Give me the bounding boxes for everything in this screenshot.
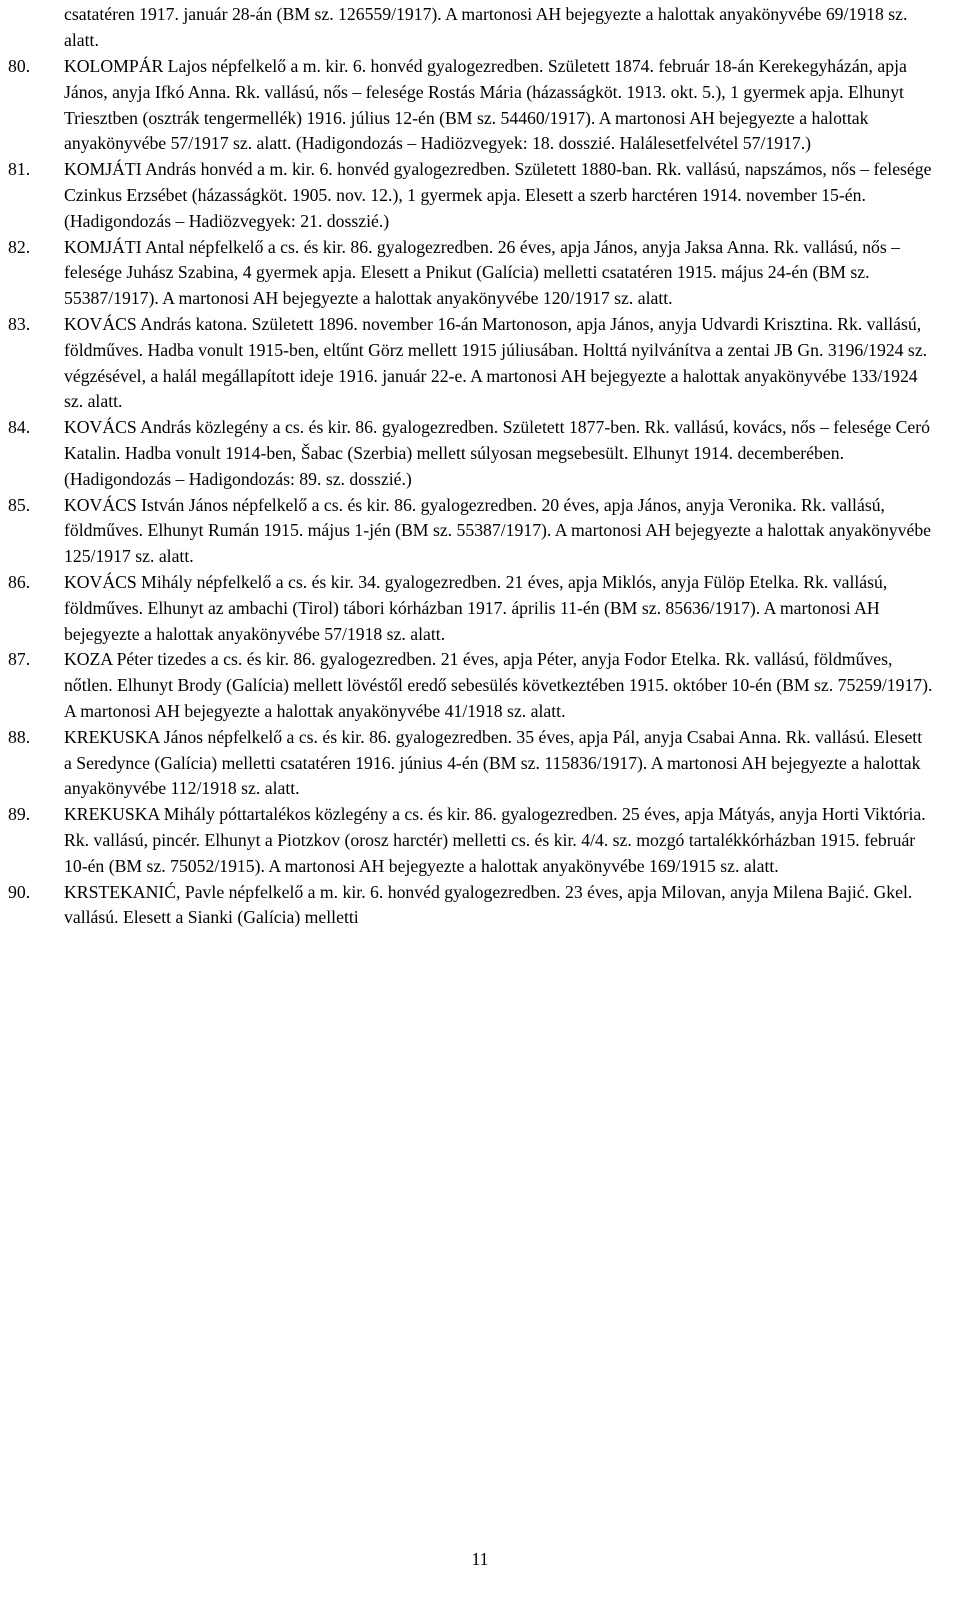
entry-number: 88.: [8, 726, 31, 747]
list-item: [0, 157, 960, 234]
page-number: 11: [471, 1549, 489, 1569]
list-item: [0, 493, 960, 570]
entry-number: 89.: [8, 804, 31, 825]
list-item: [0, 647, 960, 724]
entry-text: KOVÁCS Mihály népfelkelő a cs. és kir. 34. gyalogezredben. 21 éves, apja Miklós, anyja Fülöp Etelka. Rk. vallású, földműves. Elhunyt az ambachi (Tirol) tábori kórházban 1917. április 11-én (BM sz. 85636/1917). A martonosi AH bejegyezte a halottak anyakönyvébe 57/1918 sz. alatt.: [64, 571, 888, 644]
entry-number: 86.: [8, 571, 31, 592]
entry-number: 85.: [8, 494, 31, 515]
entry-number: 83.: [8, 313, 31, 334]
entry-number: 81.: [8, 159, 31, 180]
list-item: [0, 54, 960, 157]
entry-number: 87.: [8, 649, 31, 670]
entry-number: 82.: [8, 236, 31, 257]
list-item: [0, 570, 960, 647]
entry-text: KOMJÁTI András honvéd a m. kir. 6. honvéd gyalogezredben. Született 1880-ban. Rk. vallású, napszámos, nős – felesége Czinkus Erzsébet (házasságköt. 1905. nov. 12.), 1 gyermek apja. Elesett a szerb harctéren 1914. november 15-én. (Hadigondozás – Hadiözvegyek: 21. dosszié.): [64, 159, 932, 231]
list-item: [0, 725, 960, 802]
entry-number: 90.: [8, 881, 31, 902]
entry-text: KREKUSKA Mihály póttartalékos közlegény a cs. és kir. 86. gyalogezredben. 25 éves, apja Mátyás, anyja Horti Viktória. Rk. vallású, pincér. Elhunyt a Piotzkov (orosz harctér) melletti cs. és kir. 4/4. sz. mozgó tartalékkórházban 1915. február 10-én (BM sz. 75052/1915). A martonosi AH bejegyezte a halottak anyakönyvébe 169/1915 sz. alatt.: [64, 804, 926, 876]
entry-text: KOZA Péter tizedes a cs. és kir. 86. gyalogezredben. 21 éves, apja Péter, anyja Fodor Etelka. Rk. vallású, földműves, nőtlen. Elhunyt Brody (Galícia) mellett lövéstől eredő sebesülés következtében 1915. október 10-én (BM sz. 75259/1917). A martonosi AH bejegyezte a halottak anyakönyvébe 41/1918 sz. alatt.: [64, 649, 933, 721]
entry-text: KRSTEKANIĆ, Pavle népfelkelő a m. kir. 6. honvéd gyalogezredben. 23 éves, apja Milovan, anyja Milena Bajić. Gkel. vallású. Elesett a Sianki (Galícia) melletti: [64, 881, 913, 928]
list-item: [0, 235, 960, 312]
list-item: [0, 312, 960, 415]
entry-text: KOVÁCS András katona. Született 1896. november 16-án Martonoson, apja János, anyja Udvardi Krisztina. Rk. vallású, földműves. Hadba vonult 1915-ben, eltűnt Görz mellett 1915 júliusában. Holttá nyilvánítva a zentai JB Gn. 3196/1924 sz. végzésével, a halál megállapított ideje 1916. január 22-e. A martonosi AH bejegyezte a halottak anyakönyvébe 133/1924 sz. alatt.: [64, 313, 928, 412]
entry-text: KOLOMPÁR Lajos népfelkelő a m. kir. 6. honvéd gyalogezredben. Született 1874. február 18-án Kerekegyházán, apja János, anyja Ifkó Anna. Rk. vallású, nős – felesége Rostás Mária (házasságköt. 1913. okt. 5.), 1 gyermek apja. Elhunyt Triesztben (osztrák tengermellék) 1916. július 12-én (BM sz. 54460/1917). A martonosi AH bejegyezte a halottak anyakönyvébe 57/1917 sz. alatt. (Hadigondozás – Hadiözvegyek: 18. dosszié. Halálesetfelvétel 57/1917.): [64, 56, 907, 154]
list-item: [0, 802, 960, 879]
list-item: [0, 415, 960, 492]
entry-number: 84.: [8, 417, 31, 438]
entry-text: KOMJÁTI Antal népfelkelő a cs. és kir. 86. gyalogezredben. 26 éves, apja János, anyja Jaksa Anna. Rk. vallású, nős – felesége Juhász Szabina, 4 gyermek apja. Elesett a Pnikut (Galícia) melletti csatatéren 1915. május 24-én (BM sz. 55387/1917). A martonosi AH bejegyezte a halottak anyakönyvébe 120/1917 sz. alatt.: [64, 236, 901, 309]
entry-text: KOVÁCS András közlegény a cs. és kir. 86. gyalogezredben. Született 1877-ben. Rk. vallású, kovács, nős – felesége Ceró Katalin. Hadba vonult 1914-ben, Šabac (Szerbia) mellett súlyosan megsebesült. Elhunyt 1914. decemberében. (Hadigondozás – Hadigondozás: 89. sz. dosszié.): [64, 417, 930, 489]
entry-text: KOVÁCS István János népfelkelő a cs. és kir. 86. gyalogezredben. 20 éves, apja János, anyja Veronika. Rk. vallású, földműves. Elhunyt Rumán 1915. május 1-jén (BM sz. 55387/1917). A martonosi AH bejegyezte a halottak anyakönyvébe 125/1917 sz. alatt.: [64, 494, 932, 567]
continued-entry-text: csatatéren 1917. január 28-án (BM sz. 126559/1917). A martonosi AH bejegyezte a halottak anyakönyvébe 69/1918 sz. alatt.: [64, 4, 908, 50]
list-item: [0, 880, 960, 932]
entry-text: KREKUSKA János népfelkelő a cs. és kir. 86. gyalogezredben. 35 éves, apja Pál, anyja Csabai Anna. Rk. vallású. Elesett a Seredynce (Galícia) melletti csatatéren 1916. június 4-én (BM sz. 115836/1917). A martonosi AH bejegyezte a halottak anyakönyvébe 112/1918 sz. alatt.: [64, 726, 923, 799]
entry-list: [0, 54, 960, 931]
entry-number: 80.: [8, 56, 31, 76]
